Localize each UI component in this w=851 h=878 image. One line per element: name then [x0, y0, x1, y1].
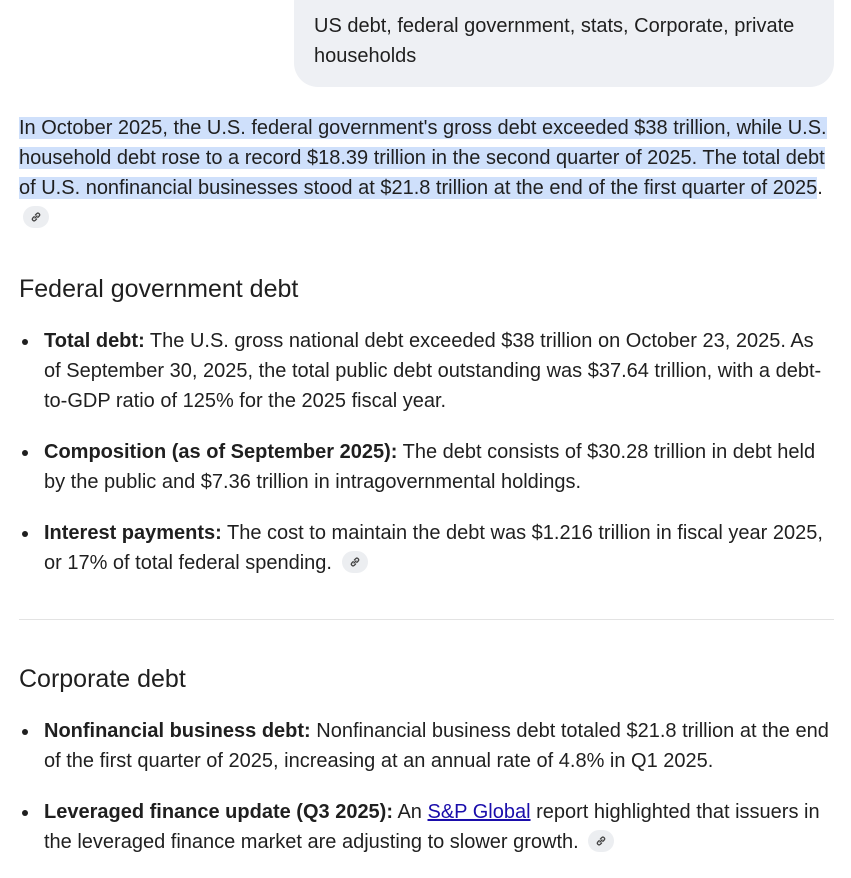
bullet-icon	[22, 531, 28, 537]
link-icon	[349, 556, 361, 568]
list-item	[0, 326, 834, 416]
answer-summary	[19, 113, 834, 233]
list-item	[0, 797, 834, 857]
bullet-icon	[22, 450, 28, 456]
item-label: Leveraged finance update (Q3 2025):	[44, 801, 394, 823]
user-query-text: US debt, federal government, stats, Corporate, private households	[314, 15, 795, 67]
source-link-button[interactable]	[588, 830, 614, 852]
summary-period: .	[817, 177, 823, 199]
item-text-after: report highlighted that issuers in the leveraged finance market are adjusting to slower growth.	[44, 801, 820, 853]
corporate-debt-heading: Corporate debt	[19, 665, 186, 693]
item-text: Nonfinancial business debt totaled $21.8 trillion at the end of the first quarter of 2025, increasing at an annual rate of 4.8% in Q1 2025.	[44, 720, 829, 772]
list-item	[0, 716, 834, 776]
user-query-bubble	[294, 0, 834, 87]
link-icon	[30, 211, 42, 223]
section-divider	[19, 619, 834, 620]
list-item	[0, 437, 834, 497]
list-item	[0, 518, 834, 578]
item-label: Nonfinancial business debt:	[44, 720, 311, 742]
item-text: The U.S. gross national debt exceeded $38 trillion on October 23, 2025. As of September 30, 2025, the total public debt outstanding was $37.64 trillion, with a debt-to-GDP ratio of 125% for the 2025 fiscal year.	[44, 330, 822, 412]
federal-debt-list	[0, 326, 834, 599]
sp-global-link[interactable]: S&P Global	[427, 801, 531, 823]
item-label: Interest payments:	[44, 522, 222, 544]
source-link-button[interactable]	[23, 206, 49, 228]
summary-highlighted-text: In October 2025, the U.S. federal government's gross debt exceeded $38 trillion, while U.S. household debt rose to a record $18.39 trillion in the second quarter of 2025. The total debt of U.S. nonfinancial businesses stood at $21.8 trillion at the end of the first quarter of 2025	[19, 117, 827, 199]
corporate-debt-list	[0, 716, 834, 878]
item-text: The debt consists of $30.28 trillion in debt held by the public and $7.36 trillion in intragovernmental holdings.	[44, 441, 816, 493]
bullet-icon	[22, 339, 28, 345]
item-text: The cost to maintain the debt was $1.216 trillion in fiscal year 2025, or 17% of total federal spending.	[44, 522, 823, 574]
bullet-icon	[22, 729, 28, 735]
item-label: Composition (as of September 2025):	[44, 441, 398, 463]
federal-debt-heading: Federal government debt	[19, 275, 299, 303]
item-label: Total debt:	[44, 330, 145, 352]
link-icon	[595, 835, 607, 847]
item-text-before: An	[393, 801, 428, 823]
bullet-icon	[22, 810, 28, 816]
source-link-button[interactable]	[342, 551, 368, 573]
